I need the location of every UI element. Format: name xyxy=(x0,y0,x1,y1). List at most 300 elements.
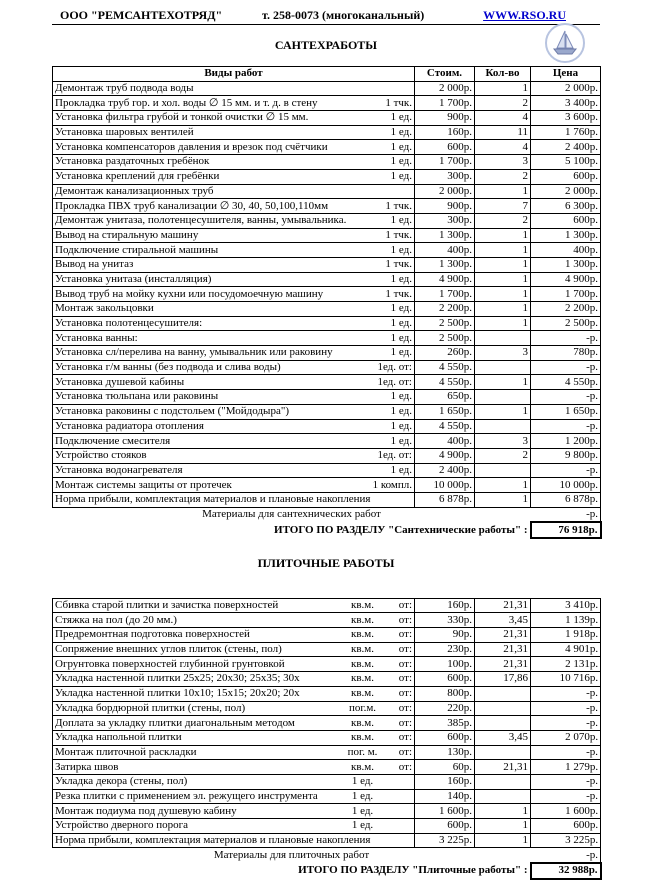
work-name: Установка ванны: xyxy=(53,331,363,346)
quantity: 2 xyxy=(475,213,531,228)
table-row xyxy=(53,375,601,390)
unit-cost: 220р. xyxy=(415,701,475,716)
work-name: Подключение стиральной машины xyxy=(53,243,363,258)
table-row xyxy=(53,804,601,819)
unit: 1 ед. xyxy=(363,434,415,449)
materials-row xyxy=(53,848,601,863)
unit xyxy=(363,184,415,199)
tiles-table xyxy=(52,584,602,880)
table-row xyxy=(53,390,601,405)
quantity xyxy=(475,789,531,804)
company-name: ООО "РЕМСАНТЕХОТРЯД" xyxy=(60,8,223,22)
quantity xyxy=(475,463,531,478)
unit-cost: 130р. xyxy=(415,745,475,760)
line-price: 4 550р. xyxy=(531,375,601,390)
table-row xyxy=(53,184,601,199)
table-row xyxy=(53,686,601,701)
quantity xyxy=(475,701,531,716)
work-name: Предремонтная подготовка поверхностей xyxy=(53,628,329,643)
work-name: Укладка настенной плитки 10х10; 15х15; 20х20; 20х xyxy=(53,686,329,701)
price-from xyxy=(397,804,415,819)
quantity: 1 xyxy=(475,228,531,243)
table-row xyxy=(53,657,601,672)
table-row xyxy=(53,672,601,687)
unit: 1 ед. xyxy=(363,346,415,361)
work-name: Вывод труб на мойку кухни или посудомоечную машину xyxy=(53,287,363,302)
unit: 1 ед. xyxy=(363,125,415,140)
quantity: 7 xyxy=(475,199,531,214)
unit-cost: 2 500р. xyxy=(415,316,475,331)
work-name: Укладка бордюрной плитки (стены, пол) xyxy=(53,701,329,716)
table-row xyxy=(53,213,601,228)
tiles-section-title: ПЛИТОЧНЫЕ РАБОТЫ xyxy=(257,556,395,570)
line-price: -р. xyxy=(531,463,601,478)
work-name: Демонтаж канализационных труб xyxy=(53,184,363,199)
unit: 1 ед. xyxy=(363,316,415,331)
quantity: 3,45 xyxy=(475,730,531,745)
table-row xyxy=(53,199,601,214)
table-row xyxy=(53,419,601,434)
section-total-label: ИТОГО ПО РАЗДЕЛУ "Сантехнические работы" : xyxy=(274,523,528,536)
work-name: Вывод на стиральную машину xyxy=(53,228,363,243)
quantity xyxy=(475,390,531,405)
line-price: 2 131р. xyxy=(531,657,601,672)
quantity xyxy=(475,716,531,731)
quantity: 1 xyxy=(475,81,531,96)
unit-cost: 160р. xyxy=(415,598,475,613)
unit: кв.м. xyxy=(329,613,397,628)
price-from: от: xyxy=(397,701,415,716)
unit: 1 ед. xyxy=(363,463,415,478)
unit-cost: 1 300р. xyxy=(415,228,475,243)
unit: 1 компл. xyxy=(363,478,415,493)
unit: пог.м. xyxy=(329,701,397,716)
line-price: 1 760р. xyxy=(531,125,601,140)
line-price: -р. xyxy=(531,331,601,346)
line-price: 2 000р. xyxy=(531,184,601,199)
line-price: 3 225р. xyxy=(531,833,601,848)
line-price: -р. xyxy=(531,360,601,375)
work-name: Установка водонагревателя xyxy=(53,463,363,478)
column-header-work-type: Виды работ xyxy=(53,67,415,82)
table-row xyxy=(53,478,601,493)
quantity: 3 xyxy=(475,346,531,361)
price-from xyxy=(397,833,415,848)
table-row xyxy=(53,492,601,507)
work-name: Установка фильтра грубой и тонкой очистки ∅ 15 мм. xyxy=(53,111,363,126)
materials-row xyxy=(53,507,601,522)
line-price: 3 400р. xyxy=(531,96,601,111)
table-row xyxy=(53,404,601,419)
quantity: 1 xyxy=(475,478,531,493)
work-name: Сбивка старой плитки и зачистка поверхностей xyxy=(53,598,329,613)
work-name: Резка плитки с применением эл. режущего инструмента xyxy=(53,789,329,804)
unit-cost: 230р. xyxy=(415,642,475,657)
work-name: Монтаж плиточной раскладки xyxy=(53,745,329,760)
unit: кв.м. xyxy=(329,686,397,701)
unit-cost: 1 600р. xyxy=(415,804,475,819)
line-price: 600р. xyxy=(531,169,601,184)
quantity xyxy=(475,745,531,760)
section-total-value: 32 988р. xyxy=(531,863,601,879)
quantity: 1 xyxy=(475,272,531,287)
unit-cost: 2 400р. xyxy=(415,463,475,478)
price-from: от: xyxy=(397,730,415,745)
line-price: -р. xyxy=(531,686,601,701)
unit-cost: 600р. xyxy=(415,730,475,745)
unit: 1 ед. xyxy=(363,111,415,126)
line-price: 2 400р. xyxy=(531,140,601,155)
line-price: 1 700р. xyxy=(531,287,601,302)
unit: 1ед. от: xyxy=(363,360,415,375)
unit-cost: 900р. xyxy=(415,199,475,214)
table-row xyxy=(53,316,601,331)
materials-price: -р. xyxy=(531,507,601,522)
unit: кв.м. xyxy=(329,657,397,672)
unit-cost: 6 878р. xyxy=(415,492,475,507)
price-from: от: xyxy=(397,672,415,687)
unit: пог. м. xyxy=(329,745,397,760)
table-row xyxy=(53,613,601,628)
quantity: 1 xyxy=(475,492,531,507)
work-name: Вывод на унитаз xyxy=(53,257,363,272)
work-name: Установка креплений для гребёнки xyxy=(53,169,363,184)
quantity: 1 xyxy=(475,184,531,199)
work-name: Установка душевой кабины xyxy=(53,375,363,390)
line-price: 1 139р. xyxy=(531,613,601,628)
quantity: 1 xyxy=(475,302,531,317)
unit-cost: 330р. xyxy=(415,613,475,628)
unit: кв.м. xyxy=(329,628,397,643)
table-row xyxy=(53,302,601,317)
line-price: 4 900р. xyxy=(531,272,601,287)
line-price: 2 200р. xyxy=(531,302,601,317)
work-name: Установка полотенцесушителя: xyxy=(53,316,363,331)
table-row xyxy=(53,111,601,126)
unit-cost: 800р. xyxy=(415,686,475,701)
price-from xyxy=(397,819,415,834)
unit-cost: 400р. xyxy=(415,243,475,258)
table-row xyxy=(53,243,601,258)
unit-cost: 160р. xyxy=(415,125,475,140)
unit: 1 ед. xyxy=(363,419,415,434)
unit-cost: 385р. xyxy=(415,716,475,731)
table-row xyxy=(53,360,601,375)
quantity: 17,86 xyxy=(475,672,531,687)
line-price: 3 600р. xyxy=(531,111,601,126)
work-name: Норма прибыли, комплектация материалов и плановые накопления xyxy=(53,492,363,507)
phone-number: т. 258-0073 (многоканальный) xyxy=(262,8,425,22)
quantity: 21,31 xyxy=(475,598,531,613)
quantity: 1 xyxy=(475,287,531,302)
work-name: Укладка напольной плитки xyxy=(53,730,329,745)
unit: 1 ед. xyxy=(363,213,415,228)
table-row xyxy=(53,155,601,170)
unit-cost: 1 650р. xyxy=(415,404,475,419)
quantity xyxy=(475,419,531,434)
table-row xyxy=(53,628,601,643)
unit: кв.м. xyxy=(329,642,397,657)
line-price: 1 918р. xyxy=(531,628,601,643)
line-price: 780р. xyxy=(531,346,601,361)
quantity: 1 xyxy=(475,404,531,419)
work-name: Затирка швов xyxy=(53,760,329,775)
line-price: 5 100р. xyxy=(531,155,601,170)
unit-cost: 300р. xyxy=(415,213,475,228)
document-header xyxy=(52,6,600,24)
unit: 1 ед. xyxy=(363,140,415,155)
table-row xyxy=(53,642,601,657)
price-from xyxy=(397,789,415,804)
unit-cost: 3 225р. xyxy=(415,833,475,848)
table-row xyxy=(53,257,601,272)
table-row xyxy=(53,833,601,848)
table-row xyxy=(53,287,601,302)
table-row xyxy=(53,96,601,111)
line-price: -р. xyxy=(531,701,601,716)
line-price: -р. xyxy=(531,390,601,405)
unit: кв.м. xyxy=(329,598,397,613)
work-name: Установка компенсаторов давления и врезок под счётчики xyxy=(53,140,363,155)
price-from: от: xyxy=(397,642,415,657)
unit: 1 ед. xyxy=(363,302,415,317)
quantity: 3,45 xyxy=(475,613,531,628)
unit-cost: 260р. xyxy=(415,346,475,361)
materials-label: Материалы для плиточных работ xyxy=(213,849,370,862)
unit: 1 тчк. xyxy=(363,257,415,272)
work-name: Огрунтовка поверхностей глубинной грунтовкой xyxy=(53,657,329,672)
line-price: 2 070р. xyxy=(531,730,601,745)
table-row xyxy=(53,463,601,478)
unit: 1 ед. xyxy=(329,804,397,819)
work-name: Укладка декора (стены, пол) xyxy=(53,774,329,789)
table-header-row xyxy=(53,67,601,82)
section-total-value: 76 918р. xyxy=(531,522,601,538)
table-row xyxy=(53,169,601,184)
quantity: 1 xyxy=(475,316,531,331)
table-row xyxy=(53,774,601,789)
price-from: от: xyxy=(397,657,415,672)
unit-cost: 1 700р. xyxy=(415,155,475,170)
work-name: Укладка настенной плитки 25х25; 20х30; 25х35; 30х xyxy=(53,672,329,687)
price-from: от: xyxy=(397,716,415,731)
work-name: Прокладка ПВХ труб канализации ∅ 30, 40, 50,100,110мм xyxy=(53,199,363,214)
quantity: 1 xyxy=(475,819,531,834)
work-name: Прокладка труб гор. и хол. воды ∅ 15 мм. и т. д. в стену xyxy=(53,96,363,111)
unit: 1 ед. xyxy=(363,155,415,170)
line-price: 10 000р. xyxy=(531,478,601,493)
line-price: 9 800р. xyxy=(531,448,601,463)
unit-cost: 600р. xyxy=(415,672,475,687)
work-name: Сопряжение внешних углов плиток (стены, пол) xyxy=(53,642,329,657)
work-name: Установка сл/перелива на ванну, умывальник или раковину xyxy=(53,346,363,361)
price-from: от: xyxy=(397,745,415,760)
line-price: 1 300р. xyxy=(531,228,601,243)
materials-label: Материалы для сантехнических работ xyxy=(202,508,381,521)
spacer-cell xyxy=(53,584,601,598)
unit-cost: 400р. xyxy=(415,434,475,449)
unit: кв.м. xyxy=(329,760,397,775)
line-price: 600р. xyxy=(531,819,601,834)
total-row xyxy=(53,863,601,879)
table-row xyxy=(53,125,601,140)
unit-cost: 300р. xyxy=(415,169,475,184)
table-row xyxy=(53,272,601,287)
work-name: Установка г/м ванны (без подвода и слива воды) xyxy=(53,360,363,375)
quantity: 21,31 xyxy=(475,642,531,657)
table-row xyxy=(53,730,601,745)
unit: 1 ед. xyxy=(329,774,397,789)
unit: 1ед. от: xyxy=(363,448,415,463)
unit: 1 ед. xyxy=(363,272,415,287)
work-name: Устройство стояков xyxy=(53,448,363,463)
header-divider xyxy=(52,24,600,25)
table-row xyxy=(53,819,601,834)
price-from: от: xyxy=(397,628,415,643)
work-name: Установка шаровых вентилей xyxy=(53,125,363,140)
unit-cost: 4 550р. xyxy=(415,375,475,390)
work-name: Подключение смесителя xyxy=(53,434,363,449)
unit: 1 тчк. xyxy=(363,287,415,302)
table-row xyxy=(53,228,601,243)
quantity: 1 xyxy=(475,257,531,272)
line-price: -р. xyxy=(531,745,601,760)
table-row xyxy=(53,434,601,449)
quantity: 21,31 xyxy=(475,657,531,672)
quantity: 2 xyxy=(475,169,531,184)
work-name: Установка раковины с подстольем ("Мойдодыра") xyxy=(53,404,363,419)
unit-cost: 4 900р. xyxy=(415,448,475,463)
quantity: 2 xyxy=(475,96,531,111)
quantity xyxy=(475,774,531,789)
quantity: 2 xyxy=(475,448,531,463)
table-row xyxy=(53,140,601,155)
quantity: 1 xyxy=(475,804,531,819)
column-header-qty: Кол-во xyxy=(475,67,531,82)
table-row xyxy=(53,701,601,716)
quantity: 3 xyxy=(475,434,531,449)
line-price: 1 600р. xyxy=(531,804,601,819)
unit-cost: 10 000р. xyxy=(415,478,475,493)
unit: 1 ед. xyxy=(363,169,415,184)
line-price: 2 000р. xyxy=(531,81,601,96)
work-name: Стяжка на пол (до 20 мм.) xyxy=(53,613,329,628)
unit: кв.м. xyxy=(329,672,397,687)
work-name: Доплата за укладку плитки диагональным методом xyxy=(53,716,329,731)
column-header-price: Цена xyxy=(531,67,601,82)
work-name: Устройство дверного порога xyxy=(53,819,329,834)
line-price: 6 300р. xyxy=(531,199,601,214)
unit-cost: 1 300р. xyxy=(415,257,475,272)
work-name: Установка раздаточных гребёнок xyxy=(53,155,363,170)
quantity: 21,31 xyxy=(475,628,531,643)
unit-cost: 1 700р. xyxy=(415,96,475,111)
table-row xyxy=(53,598,601,613)
line-price: 400р. xyxy=(531,243,601,258)
unit: 1 ед. xyxy=(363,331,415,346)
quantity: 21,31 xyxy=(475,760,531,775)
work-name: Норма прибыли, комплектация материалов и плановые накопления xyxy=(53,833,329,848)
work-name: Демонтаж унитаза, полотенцесушителя, ванны, умывальника. xyxy=(53,213,363,228)
unit: кв.м. xyxy=(329,730,397,745)
table-row xyxy=(53,81,601,96)
line-price: 3 410р. xyxy=(531,598,601,613)
line-price: 2 500р. xyxy=(531,316,601,331)
unit-cost: 4 550р. xyxy=(415,360,475,375)
line-price: 6 878р. xyxy=(531,492,601,507)
unit-cost: 600р. xyxy=(415,819,475,834)
quantity: 1 xyxy=(475,375,531,390)
materials-price: -р. xyxy=(531,848,601,863)
website-link[interactable]: WWW.RSO.RU xyxy=(483,8,566,22)
price-from xyxy=(397,774,415,789)
plumbing-section-title: САНТЕХРАБОТЫ xyxy=(274,38,378,52)
quantity xyxy=(475,360,531,375)
line-price: 600р. xyxy=(531,213,601,228)
unit-cost: 650р. xyxy=(415,390,475,405)
quantity xyxy=(475,686,531,701)
unit-cost: 2 000р. xyxy=(415,184,475,199)
unit-cost: 4 900р. xyxy=(415,272,475,287)
price-from: от: xyxy=(397,613,415,628)
spacer-row xyxy=(53,584,601,598)
line-price: 1 300р. xyxy=(531,257,601,272)
unit: 1 ед. xyxy=(363,390,415,405)
unit xyxy=(363,81,415,96)
unit: 1 ед. xyxy=(363,243,415,258)
work-name: Монтаж системы защиты от протечек xyxy=(53,478,363,493)
table-row xyxy=(53,448,601,463)
unit-cost: 140р. xyxy=(415,789,475,804)
unit: 1 тчк. xyxy=(363,228,415,243)
unit-cost: 100р. xyxy=(415,657,475,672)
price-from: от: xyxy=(397,686,415,701)
unit: 1ед. от: xyxy=(363,375,415,390)
quantity: 3 xyxy=(475,155,531,170)
work-name: Установка унитаза (инсталляция) xyxy=(53,272,363,287)
line-price: -р. xyxy=(531,789,601,804)
work-name: Монтаж закольцовки xyxy=(53,302,363,317)
unit: 1 ед. xyxy=(329,789,397,804)
price-from: от: xyxy=(397,760,415,775)
line-price: -р. xyxy=(531,419,601,434)
table-row xyxy=(53,789,601,804)
total-row xyxy=(53,522,601,538)
unit-cost: 2 200р. xyxy=(415,302,475,317)
section-total-label: ИТОГО ПО РАЗДЕЛУ "Плиточные работы" : xyxy=(298,864,528,877)
quantity: 1 xyxy=(475,243,531,258)
quantity: 11 xyxy=(475,125,531,140)
table-row xyxy=(53,760,601,775)
work-name: Установка тюльпана или раковины xyxy=(53,390,363,405)
unit: 1 ед. xyxy=(363,404,415,419)
unit-cost: 2 500р. xyxy=(415,331,475,346)
line-price: 10 716р. xyxy=(531,672,601,687)
unit: 1 тчк. xyxy=(363,199,415,214)
quantity xyxy=(475,331,531,346)
line-price: -р. xyxy=(531,716,601,731)
unit-cost: 160р. xyxy=(415,774,475,789)
unit-cost: 60р. xyxy=(415,760,475,775)
plumbing-table xyxy=(52,66,602,539)
line-price: 1 650р. xyxy=(531,404,601,419)
work-name: Установка радиатора отопления xyxy=(53,419,363,434)
table-row xyxy=(53,331,601,346)
table-row xyxy=(53,346,601,361)
line-price: -р. xyxy=(531,774,601,789)
line-price: 1 279р. xyxy=(531,760,601,775)
unit-cost: 1 700р. xyxy=(415,287,475,302)
